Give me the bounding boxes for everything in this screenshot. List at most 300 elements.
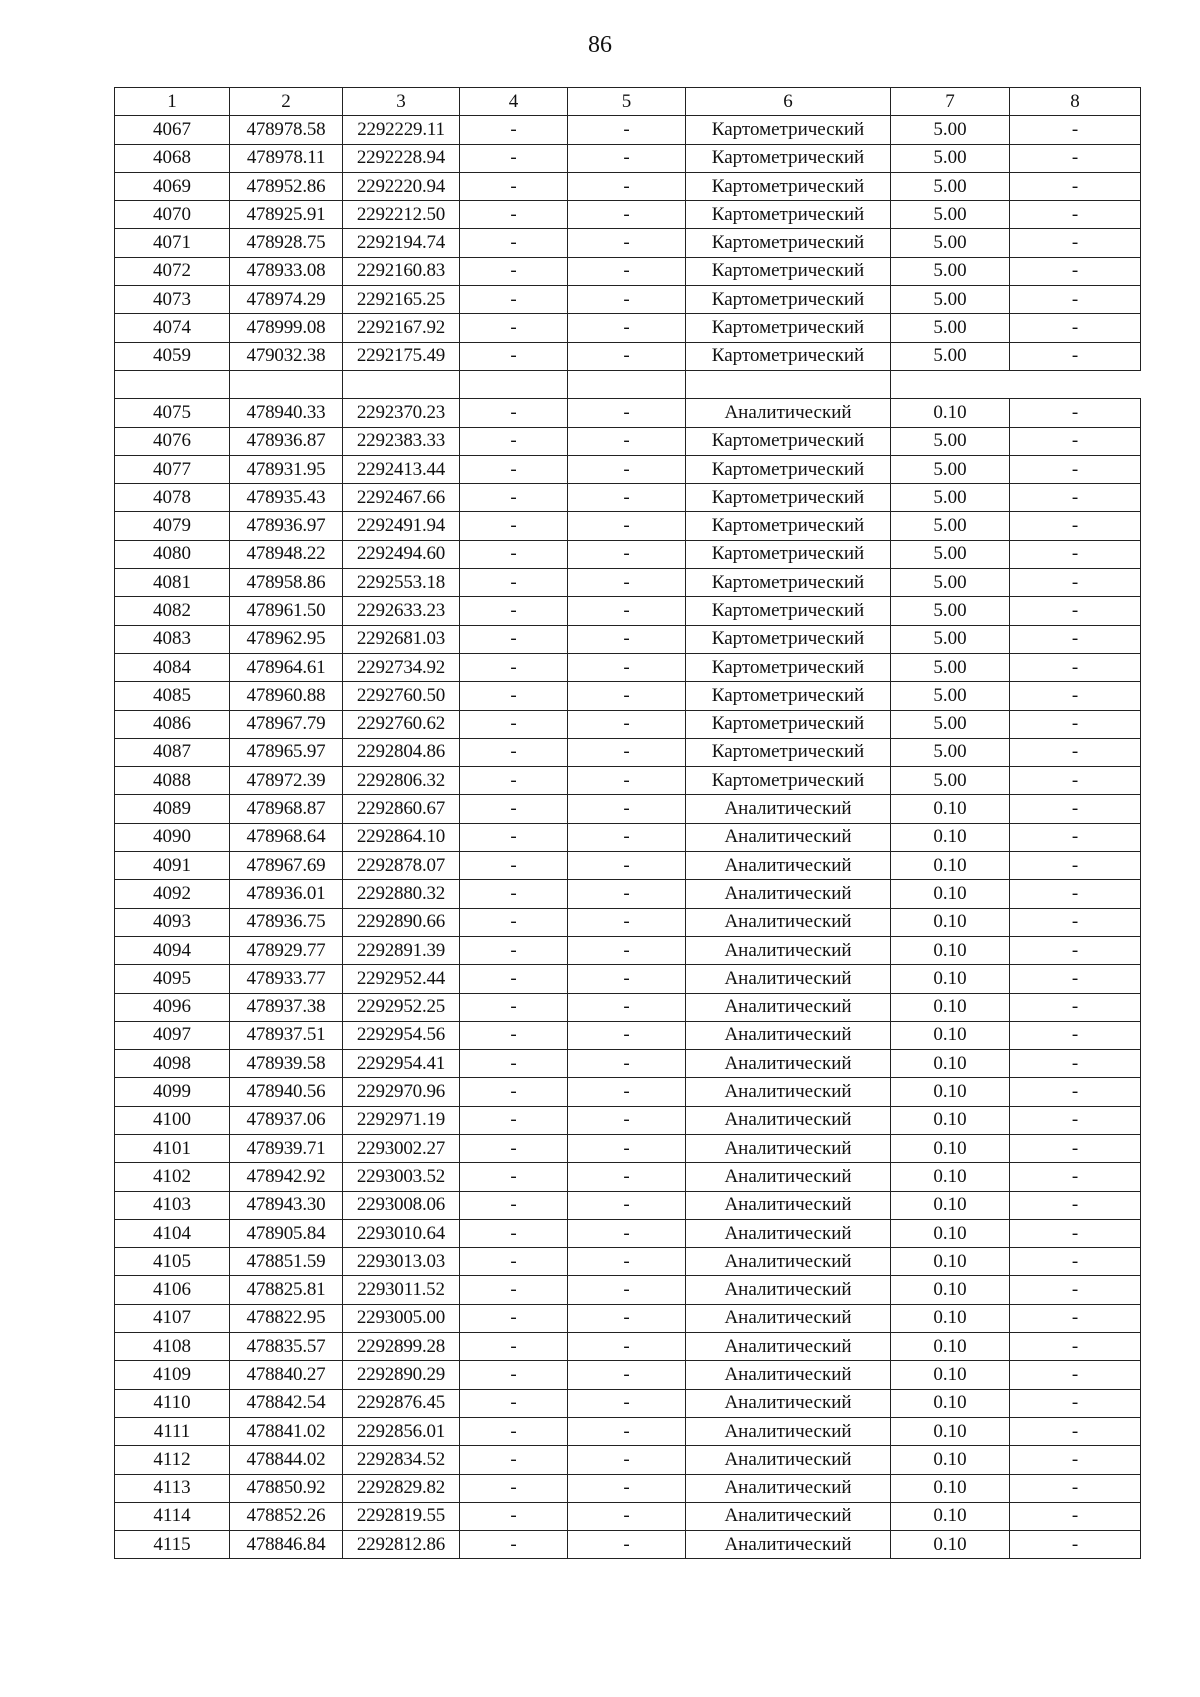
table-cell: 0.10	[891, 1276, 1010, 1304]
table-cell: 2293013.03	[343, 1248, 460, 1276]
table-cell: 0.10	[891, 1078, 1010, 1106]
table-cell: 4084	[115, 653, 230, 681]
table-cell: -	[460, 653, 568, 681]
table-cell: -	[568, 484, 686, 512]
table-cell: 4115	[115, 1531, 230, 1559]
table-cell: 2292175.49	[343, 342, 460, 370]
table-cell: -	[1010, 653, 1141, 681]
table-cell: 4079	[115, 512, 230, 540]
table-cell: 0.10	[891, 1531, 1010, 1559]
table-cell: 4069	[115, 172, 230, 200]
table-cell: 0.10	[891, 1417, 1010, 1445]
table-cell: -	[1010, 116, 1141, 144]
table-cell: Картометрический	[686, 144, 891, 172]
table-cell: Картометрический	[686, 540, 891, 568]
table-cell: Картометрический	[686, 172, 891, 200]
coordinates-table	[114, 87, 1141, 1559]
table-cell: 4070	[115, 201, 230, 229]
table-cell: 0.10	[891, 1050, 1010, 1078]
table-row	[115, 936, 1141, 964]
table-cell: Аналитический	[686, 1050, 891, 1078]
table-row	[115, 993, 1141, 1021]
table-row	[115, 1106, 1141, 1134]
table-cell: -	[460, 569, 568, 597]
table-cell: 2293011.52	[343, 1276, 460, 1304]
table-cell: -	[460, 201, 568, 229]
table-cell: Картометрический	[686, 342, 891, 370]
table-cell: 5.00	[891, 455, 1010, 483]
table-cell: -	[460, 738, 568, 766]
table-row	[115, 1361, 1141, 1389]
table-cell: 4081	[115, 569, 230, 597]
table-cell: 2292970.96	[343, 1078, 460, 1106]
table-cell: 478968.87	[230, 795, 343, 823]
table-cell: -	[568, 1417, 686, 1445]
table-cell: -	[460, 257, 568, 285]
table-cell: -	[568, 795, 686, 823]
table-cell: -	[460, 1106, 568, 1134]
table-cell: 4096	[115, 993, 230, 1021]
table-cell: -	[1010, 455, 1141, 483]
table-cell: Аналитический	[686, 1333, 891, 1361]
table-cell: 478939.71	[230, 1134, 343, 1162]
table-cell: 4086	[115, 710, 230, 738]
table-cell: 478952.86	[230, 172, 343, 200]
table-cell: -	[1010, 1106, 1141, 1134]
separator-cell	[686, 370, 891, 398]
table-cell: -	[1010, 257, 1141, 285]
table-cell: -	[460, 1050, 568, 1078]
table-body	[115, 88, 1141, 1559]
table-cell: 0.10	[891, 1333, 1010, 1361]
separator-cell	[568, 370, 686, 398]
table-cell: 0.10	[891, 1163, 1010, 1191]
table-cell: -	[1010, 597, 1141, 625]
separator-cell	[343, 370, 460, 398]
table-cell: -	[568, 908, 686, 936]
table-cell: -	[460, 1163, 568, 1191]
table-cell: -	[1010, 1163, 1141, 1191]
table-row	[115, 625, 1141, 653]
table-cell: 478840.27	[230, 1361, 343, 1389]
table-cell: 478972.39	[230, 767, 343, 795]
table-cell: Картометрический	[686, 257, 891, 285]
table-cell: -	[568, 965, 686, 993]
table-row	[115, 314, 1141, 342]
table-cell: -	[1010, 1191, 1141, 1219]
table-cell: -	[460, 427, 568, 455]
table-cell: -	[568, 257, 686, 285]
table-cell: 4076	[115, 427, 230, 455]
table-cell: 478850.92	[230, 1474, 343, 1502]
table-cell: -	[460, 908, 568, 936]
table-cell: Аналитический	[686, 1361, 891, 1389]
table-cell: -	[568, 653, 686, 681]
table-cell: Аналитический	[686, 1446, 891, 1474]
table-cell: 5.00	[891, 653, 1010, 681]
table-cell: -	[460, 1304, 568, 1332]
table-cell: Картометрический	[686, 286, 891, 314]
table-row	[115, 540, 1141, 568]
table-cell: -	[568, 1050, 686, 1078]
separator-cell	[891, 370, 1010, 398]
header-cell: 5	[568, 88, 686, 116]
table-cell: 0.10	[891, 1219, 1010, 1247]
table-cell: 0.10	[891, 795, 1010, 823]
table-cell: 5.00	[891, 767, 1010, 795]
table-cell: -	[1010, 936, 1141, 964]
table-cell: Аналитический	[686, 936, 891, 964]
table-cell: -	[1010, 1531, 1141, 1559]
table-cell: 0.10	[891, 399, 1010, 427]
separator-cell	[1010, 370, 1141, 398]
table-cell: 5.00	[891, 710, 1010, 738]
table-cell: Аналитический	[686, 1276, 891, 1304]
table-cell: 4088	[115, 767, 230, 795]
table-cell: 478962.95	[230, 625, 343, 653]
table-row	[115, 653, 1141, 681]
table-cell: Картометрический	[686, 455, 891, 483]
table-row	[115, 342, 1141, 370]
table-cell: -	[460, 1333, 568, 1361]
table-row	[115, 852, 1141, 880]
table-cell: -	[1010, 201, 1141, 229]
table-cell: 2292812.86	[343, 1531, 460, 1559]
table-cell: 2292954.41	[343, 1050, 460, 1078]
table-cell: -	[1010, 823, 1141, 851]
table-cell: 2292890.29	[343, 1361, 460, 1389]
table-cell: 0.10	[891, 1304, 1010, 1332]
table-cell: 2292220.94	[343, 172, 460, 200]
table-cell: -	[1010, 880, 1141, 908]
table-cell: Картометрический	[686, 201, 891, 229]
table-cell: Аналитический	[686, 1531, 891, 1559]
table-cell: 478940.56	[230, 1078, 343, 1106]
table-cell: -	[1010, 682, 1141, 710]
table-cell: -	[568, 1021, 686, 1049]
table-cell: -	[1010, 512, 1141, 540]
table-cell: 478965.97	[230, 738, 343, 766]
table-cell: -	[1010, 172, 1141, 200]
table-cell: 4073	[115, 286, 230, 314]
table-cell: Аналитический	[686, 1191, 891, 1219]
table-cell: Картометрический	[686, 569, 891, 597]
table-cell: 5.00	[891, 342, 1010, 370]
table-cell: 478961.50	[230, 597, 343, 625]
header-cell: 3	[343, 88, 460, 116]
table-cell: -	[460, 965, 568, 993]
table-cell: 2292891.39	[343, 936, 460, 964]
table-cell: 478851.59	[230, 1248, 343, 1276]
table-cell: Картометрический	[686, 710, 891, 738]
table-cell: 478999.08	[230, 314, 343, 342]
table-cell: -	[1010, 625, 1141, 653]
table-cell: 2292413.44	[343, 455, 460, 483]
table-cell: -	[1010, 1304, 1141, 1332]
table-cell: 0.10	[891, 852, 1010, 880]
table-cell: Картометрический	[686, 229, 891, 257]
table-cell: -	[460, 229, 568, 257]
table-cell: -	[568, 1304, 686, 1332]
table-cell: 4095	[115, 965, 230, 993]
table-cell: 0.10	[891, 1502, 1010, 1530]
table-cell: -	[460, 1078, 568, 1106]
table-cell: 478933.77	[230, 965, 343, 993]
table-row	[115, 569, 1141, 597]
table-cell: 4100	[115, 1106, 230, 1134]
table-cell: 0.10	[891, 965, 1010, 993]
table-cell: Картометрический	[686, 512, 891, 540]
table-cell: 478978.11	[230, 144, 343, 172]
table-cell: 0.10	[891, 908, 1010, 936]
table-cell: 0.10	[891, 880, 1010, 908]
table-row	[115, 1134, 1141, 1162]
table-cell: 2292952.25	[343, 993, 460, 1021]
table-cell: Аналитический	[686, 1134, 891, 1162]
table-cell: -	[1010, 569, 1141, 597]
table-cell: Аналитический	[686, 1417, 891, 1445]
table-cell: 4102	[115, 1163, 230, 1191]
table-cell: -	[460, 767, 568, 795]
table-cell: 478925.91	[230, 201, 343, 229]
table-cell: 4090	[115, 823, 230, 851]
header-cell: 7	[891, 88, 1010, 116]
table-cell: -	[568, 625, 686, 653]
table-cell: -	[460, 682, 568, 710]
table-row	[115, 1078, 1141, 1106]
table-cell: 478933.08	[230, 257, 343, 285]
table-cell: 5.00	[891, 427, 1010, 455]
table-cell: -	[1010, 229, 1141, 257]
table-cell: 478844.02	[230, 1446, 343, 1474]
table-cell: -	[568, 229, 686, 257]
table-row	[115, 1333, 1141, 1361]
table-cell: 478852.26	[230, 1502, 343, 1530]
table-cell: -	[568, 172, 686, 200]
table-row	[115, 1502, 1141, 1530]
table-cell: 478964.61	[230, 653, 343, 681]
table-cell: 478960.88	[230, 682, 343, 710]
table-cell: -	[1010, 1502, 1141, 1530]
table-cell: 2292856.01	[343, 1417, 460, 1445]
table-row	[115, 738, 1141, 766]
table-cell: 0.10	[891, 1248, 1010, 1276]
table-cell: 5.00	[891, 257, 1010, 285]
table-cell: -	[460, 540, 568, 568]
table-cell: -	[568, 569, 686, 597]
table-cell: -	[460, 597, 568, 625]
table-cell: 2292633.23	[343, 597, 460, 625]
table-cell: 0.10	[891, 1134, 1010, 1162]
header-cell: 1	[115, 88, 230, 116]
table-row	[115, 710, 1141, 738]
table-cell: 5.00	[891, 172, 1010, 200]
table-cell: 4106	[115, 1276, 230, 1304]
table-cell: Аналитический	[686, 1078, 891, 1106]
table-row	[115, 1248, 1141, 1276]
table-row	[115, 795, 1141, 823]
table-row	[115, 1276, 1141, 1304]
table-cell: 2292491.94	[343, 512, 460, 540]
table-row	[115, 427, 1141, 455]
table-row	[115, 682, 1141, 710]
table-cell: 5.00	[891, 738, 1010, 766]
table-cell: 2292383.33	[343, 427, 460, 455]
table-cell: -	[1010, 1333, 1141, 1361]
table-cell: 478967.79	[230, 710, 343, 738]
table-cell: -	[460, 993, 568, 1021]
table-cell: Картометрический	[686, 116, 891, 144]
table-row	[115, 257, 1141, 285]
table-row	[115, 484, 1141, 512]
table-cell: 4093	[115, 908, 230, 936]
table-cell: 0.10	[891, 993, 1010, 1021]
table-cell: -	[1010, 1474, 1141, 1502]
table-cell: 2292878.07	[343, 852, 460, 880]
table-cell: 2292734.92	[343, 653, 460, 681]
table-cell: 5.00	[891, 229, 1010, 257]
table-row	[115, 880, 1141, 908]
table-cell: -	[460, 342, 568, 370]
table-cell: 4083	[115, 625, 230, 653]
table-cell: 4097	[115, 1021, 230, 1049]
table-cell: 478943.30	[230, 1191, 343, 1219]
table-row	[115, 1417, 1141, 1445]
table-cell: -	[1010, 314, 1141, 342]
table-cell: 2292194.74	[343, 229, 460, 257]
table-cell: 2292467.66	[343, 484, 460, 512]
table-row	[115, 116, 1141, 144]
table-row	[115, 286, 1141, 314]
table-cell: 0.10	[891, 1361, 1010, 1389]
table-cell: -	[1010, 286, 1141, 314]
table-cell: Картометрический	[686, 625, 891, 653]
table-cell: 478905.84	[230, 1219, 343, 1247]
page-number: 86	[588, 32, 612, 58]
table-row	[115, 229, 1141, 257]
table-cell: -	[460, 1531, 568, 1559]
table-cell: 5.00	[891, 597, 1010, 625]
table-cell: 5.00	[891, 540, 1010, 568]
table-cell: 2292806.32	[343, 767, 460, 795]
table-cell: -	[1010, 795, 1141, 823]
table-cell: -	[1010, 993, 1141, 1021]
table-cell: 2292876.45	[343, 1389, 460, 1417]
table-cell: 478967.69	[230, 852, 343, 880]
table-row	[115, 1219, 1141, 1247]
table-cell: 2292954.56	[343, 1021, 460, 1049]
table-cell: -	[1010, 399, 1141, 427]
table-cell: -	[460, 1361, 568, 1389]
table-cell: 4104	[115, 1219, 230, 1247]
table-row	[115, 1446, 1141, 1474]
table-cell: -	[1010, 342, 1141, 370]
table-cell: -	[1010, 1361, 1141, 1389]
table-cell: 0.10	[891, 823, 1010, 851]
table-cell: -	[460, 512, 568, 540]
table-cell: 4087	[115, 738, 230, 766]
table-cell: -	[1010, 1417, 1141, 1445]
table-cell: 478974.29	[230, 286, 343, 314]
table-cell: 5.00	[891, 484, 1010, 512]
table-cell: 0.10	[891, 1106, 1010, 1134]
table-cell: 2292834.52	[343, 1446, 460, 1474]
table-cell: Картометрический	[686, 682, 891, 710]
table-cell: 2292971.19	[343, 1106, 460, 1134]
table-cell: -	[1010, 767, 1141, 795]
table-cell: 2292880.32	[343, 880, 460, 908]
table-cell: -	[568, 597, 686, 625]
table-cell: 2292212.50	[343, 201, 460, 229]
table-cell: 4103	[115, 1191, 230, 1219]
table-cell: Картометрический	[686, 597, 891, 625]
table-cell: 2292864.10	[343, 823, 460, 851]
table-cell: 4105	[115, 1248, 230, 1276]
table-cell: -	[1010, 484, 1141, 512]
table-cell: -	[568, 427, 686, 455]
table-cell: -	[568, 710, 686, 738]
table-cell: Аналитический	[686, 1219, 891, 1247]
table-cell: Аналитический	[686, 795, 891, 823]
table-row	[115, 908, 1141, 936]
table-cell: -	[460, 399, 568, 427]
table-cell: 478841.02	[230, 1417, 343, 1445]
table-cell: -	[460, 1191, 568, 1219]
table-cell: 478936.87	[230, 427, 343, 455]
table-cell: 478968.64	[230, 823, 343, 851]
table-cell: -	[568, 682, 686, 710]
table-cell: 478939.58	[230, 1050, 343, 1078]
table-cell: -	[1010, 1248, 1141, 1276]
table-cell: 478937.51	[230, 1021, 343, 1049]
table-row	[115, 201, 1141, 229]
table-cell: -	[568, 144, 686, 172]
table-cell: 4112	[115, 1446, 230, 1474]
table-cell: -	[460, 1248, 568, 1276]
table-cell: -	[460, 484, 568, 512]
table-cell: -	[460, 1134, 568, 1162]
table-cell: -	[460, 1474, 568, 1502]
table-cell: 478958.86	[230, 569, 343, 597]
table-cell: -	[1010, 1446, 1141, 1474]
table-cell: -	[568, 1361, 686, 1389]
table-cell: 478936.97	[230, 512, 343, 540]
table-cell: 478822.95	[230, 1304, 343, 1332]
table-cell: 4082	[115, 597, 230, 625]
table-cell: -	[568, 823, 686, 851]
table-cell: -	[460, 936, 568, 964]
table-row	[115, 1163, 1141, 1191]
table-cell: Аналитический	[686, 1389, 891, 1417]
table-row	[115, 1191, 1141, 1219]
table-cell: -	[1010, 1021, 1141, 1049]
table-cell: -	[460, 1502, 568, 1530]
table-row	[115, 172, 1141, 200]
table-cell: 5.00	[891, 116, 1010, 144]
separator-cell	[230, 370, 343, 398]
table-cell: 2292165.25	[343, 286, 460, 314]
table-cell: Картометрический	[686, 653, 891, 681]
header-row	[115, 88, 1141, 116]
table-row	[115, 512, 1141, 540]
table-cell: 478935.43	[230, 484, 343, 512]
table-cell: Аналитический	[686, 1304, 891, 1332]
table-cell: Аналитический	[686, 399, 891, 427]
table-cell: 4107	[115, 1304, 230, 1332]
table-cell: -	[568, 1333, 686, 1361]
table-cell: 0.10	[891, 936, 1010, 964]
table-cell: Аналитический	[686, 993, 891, 1021]
